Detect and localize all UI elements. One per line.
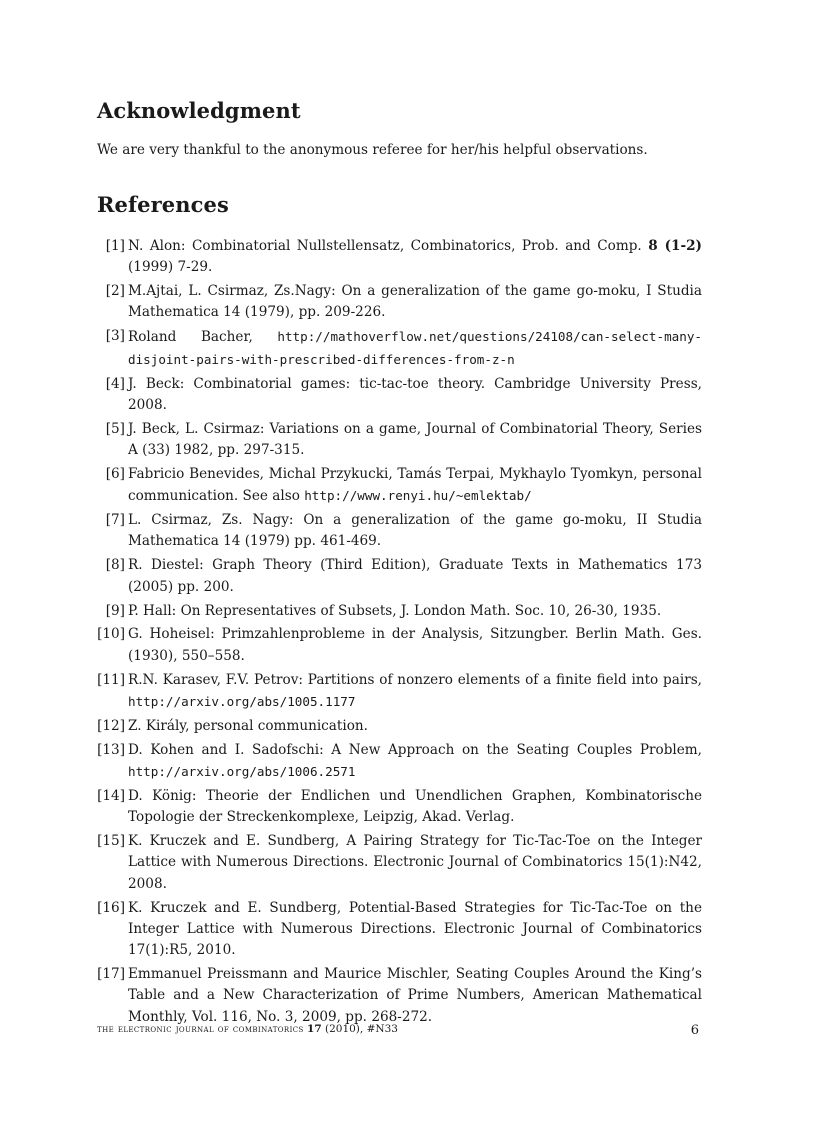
footer-issue: (2010), #N33 xyxy=(321,1023,398,1035)
reference-text: Z. Király, personal communication. xyxy=(128,717,368,734)
reference-number: [3] xyxy=(105,328,125,345)
reference-text: Roland Bacher, xyxy=(128,329,278,346)
reference-number: [11] xyxy=(97,671,125,688)
acknowledgment-heading: Acknowledgment xyxy=(97,98,301,123)
reference-text: 8 (1-2) xyxy=(648,238,702,254)
reference-number: [17] xyxy=(97,966,125,982)
reference-item xyxy=(97,281,702,324)
reference-text: K. Kruczek and E. Sundberg, Potential-Based Strategies for Tic-Tac-Toe on the Integer Lattice with Numerous Directions. Electronic Journal of Combinatorics 17(1):R5, 2010. xyxy=(128,899,702,959)
page-footer xyxy=(97,1023,702,1038)
reference-item xyxy=(97,236,702,279)
reference-number: [14] xyxy=(97,787,125,804)
reference-text: P. Hall: On Representatives of Subsets, J. London Math. Soc. 10, 26-30, 1935. xyxy=(128,602,662,619)
reference-text: N. Alon: Combinatorial Nullstellensatz, Combinatorics, Prob. and Comp. xyxy=(128,238,649,254)
reference-text: R.N. Karasev, F.V. Petrov: Partitions of nonzero elements of a finite field into pairs, xyxy=(128,671,702,688)
reference-number: [4] xyxy=(105,375,125,392)
acknowledgment-text: We are very thankful to the anonymous referee for her/his helpful observations. xyxy=(97,142,648,158)
reference-number: [15] xyxy=(97,833,125,850)
footer-volume: 17 xyxy=(307,1023,322,1035)
reference-item xyxy=(97,326,702,371)
reference-number: [12] xyxy=(97,717,125,734)
reference-url-link[interactable]: http://arxiv.org/abs/1006.2571 xyxy=(128,763,356,779)
reference-text: Emmanuel Preissmann and Maurice Mischler, Seating Couples Around the King’s Table and a New Characterization of Prime Numbers, American Mathematical Monthly, Vol. 116, No. 3, 2009, pp. 268-272. xyxy=(128,966,702,1025)
reference-item xyxy=(97,374,702,417)
reference-number: [13] xyxy=(97,741,125,758)
reference-text: R. Diestel: Graph Theory (Third Edition), Graduate Texts in Mathematics 173 (2005) pp. 200. xyxy=(128,557,702,595)
footer-journal: the electronic journal of combinatorics xyxy=(97,1023,304,1035)
reference-item xyxy=(97,555,702,598)
reference-url-link[interactable]: http://www.renyi.hu/~emlektab/ xyxy=(304,488,532,504)
reference-item xyxy=(97,964,702,1028)
reference-item xyxy=(97,740,702,784)
reference-item xyxy=(97,601,702,622)
reference-item xyxy=(97,624,702,667)
reference-text: (1999) 7-29. xyxy=(128,259,213,276)
references-heading: References xyxy=(97,192,229,217)
reference-number: [16] xyxy=(97,899,125,916)
reference-text: J. Beck: Combinatorial games: tic-tac-toe theory. Cambridge University Press, 2008. xyxy=(128,375,702,413)
reference-item xyxy=(97,419,702,462)
reference-text: D. König: Theorie der Endlichen und Unendlichen Graphen, Kombinatorische Topologie der Streckenkomplexe, Leipzig, Akad. Verlag. xyxy=(128,787,702,826)
reference-text: D. Kohen and I. Sadofschi: A New Approach on the Seating Couples Problem, xyxy=(128,741,702,758)
reference-item xyxy=(97,831,702,895)
reference-text: L. Csirmaz, Zs. Nagy: On a generalization of the game go-moku, II Studia Mathematica 14 (1979) pp. 461-469. xyxy=(128,512,702,550)
reference-text: M.Ajtai, L. Csirmaz, Zs.Nagy: On a generalization of the game go-moku, I Studia Mathematica 14 (1979), pp. 209-226. xyxy=(128,283,702,321)
reference-item xyxy=(97,464,702,508)
reference-number: [10] xyxy=(97,626,125,643)
reference-url-link[interactable]: http://arxiv.org/abs/1005.1177 xyxy=(128,693,356,709)
reference-item xyxy=(97,716,702,737)
reference-item xyxy=(97,670,702,714)
reference-number: [9] xyxy=(105,602,125,619)
page-number: 6 xyxy=(690,1023,699,1038)
reference-list xyxy=(97,236,702,1030)
reference-number: [2] xyxy=(105,283,125,300)
reference-item xyxy=(97,898,702,962)
reference-item xyxy=(97,786,702,829)
reference-number: [6] xyxy=(105,465,125,482)
reference-text: J. Beck, L. Csirmaz: Variations on a game, Journal of Combinatorial Theory, Series A (33) 1982, pp. 297-315. xyxy=(128,420,702,459)
reference-number: [8] xyxy=(105,557,125,574)
reference-text: G. Hoheisel: Primzahlenprobleme in der Analysis, Sitzungber. Berlin Math. Ges. (1930), 550–558. xyxy=(128,626,702,664)
reference-url-link[interactable]: http://mathoverflow.net/questions/24108/can-select-many-disjoint-pairs-with-prescribed-differences-from-z-n xyxy=(128,329,702,367)
reference-number: [7] xyxy=(105,512,125,529)
reference-number: [5] xyxy=(105,420,125,437)
reference-item xyxy=(97,510,702,553)
reference-text: K. Kruczek and E. Sundberg, A Pairing Strategy for Tic-Tac-Toe on the Integer Lattice with Numerous Directions. Electronic Journal of Combinatorics 15(1):N42, 2008. xyxy=(128,833,702,892)
reference-number: [1] xyxy=(105,238,125,254)
reference-text: Fabricio Benevides, Michal Przykucki, Tamás Terpai, Mykhaylo Tyomkyn, personal communication. See also xyxy=(128,465,702,505)
